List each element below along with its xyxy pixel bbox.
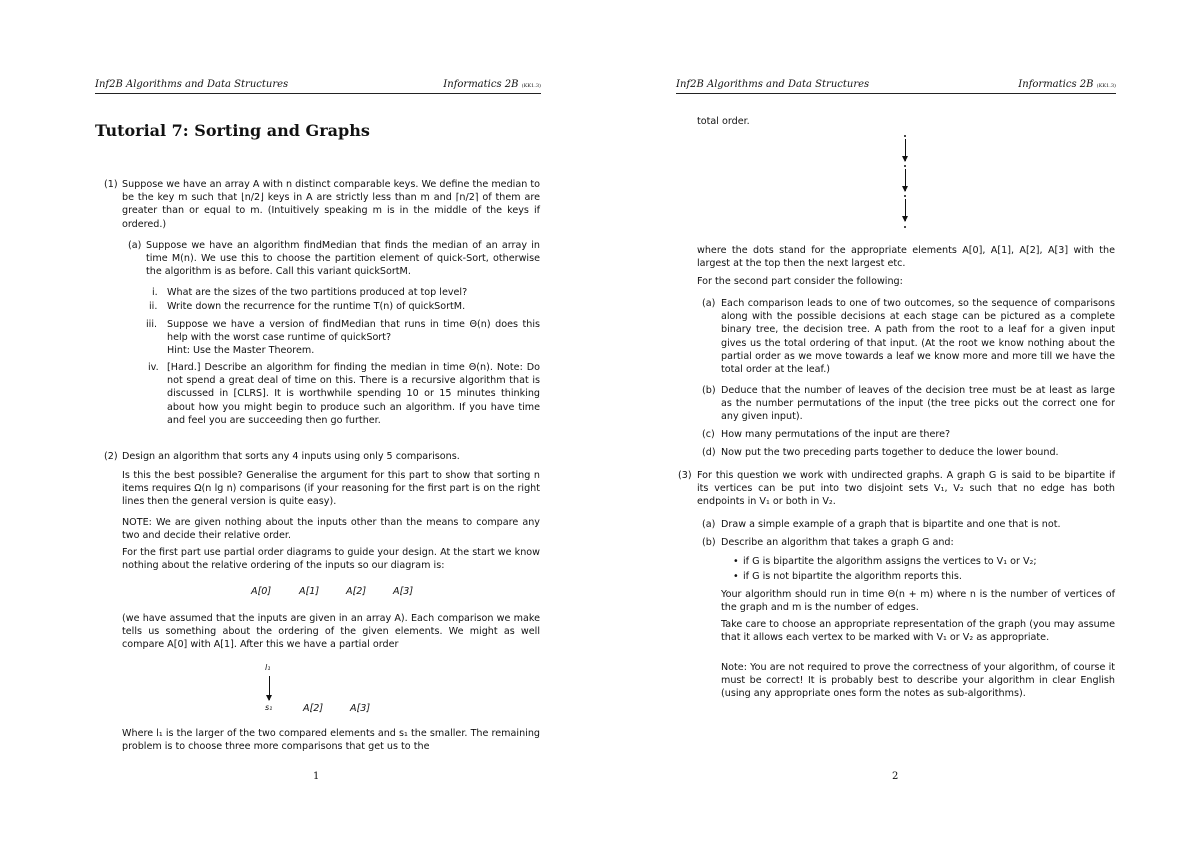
q1a-number: (a)	[128, 240, 142, 251]
q2-number: (2)	[104, 451, 118, 462]
header-subject: Informatics 2B (KK1.3)	[1018, 79, 1116, 90]
bullet-item: if G is not bipartite the algorithm reports this.	[743, 571, 962, 582]
part-a-number: (a)	[702, 298, 716, 309]
q1a-text: Suppose we have an algorithm findMedian that finds the median of an array in time M(n). We use this to choose the partition element of quick-Sort, otherwise the algorithm is as before. Call this variant quickSortM.	[146, 240, 540, 278]
q1a-iii-text: Suppose we have a version of findMedian that runs in time Θ(n) does this help with the worst case runtime of quickSort?	[167, 319, 540, 344]
page-2	[600, 0, 1200, 848]
part-c-text: How many permutations of the input are there?	[721, 429, 951, 440]
diagram-3-arrow	[905, 199, 906, 221]
q3a-text: Draw a simple example of a graph that is bipartite and one that is not.	[721, 519, 1061, 530]
q1-number: (1)	[104, 179, 118, 190]
diagram-3-node	[904, 165, 906, 167]
page-number: 1	[313, 771, 320, 782]
part-b-text: Deduce that the number of leaves of the decision tree must be at least as large as the number permutations of the input (the tree picks out the correct one for any given input).	[721, 385, 1115, 423]
q1a-iii-hint: Hint: Use the Master Theorem.	[167, 345, 315, 356]
bullet-icon: •	[733, 556, 739, 567]
page-header	[95, 79, 541, 94]
page-number: 2	[892, 771, 899, 782]
q3b-paragraph-3: Note: You are not required to prove the correctness of your algorithm, of course it must be correct! It is probably best to describe your algorithm in clear English (using any appropriate ones form the notes as sub-algorithms).	[721, 662, 1115, 700]
header-course: Inf2B Algorithms and Data Structures	[95, 79, 289, 90]
diagram-2-top-node: l₁	[265, 663, 271, 672]
part-d-number: (d)	[702, 447, 716, 458]
header-subject: Informatics 2B (KK1.3)	[443, 79, 541, 90]
q3b-paragraph-2: Take care to choose an appropriate representation of the graph (you may assume that it allows each vertex to be marked with V₁ or V₂ as appropriate.	[721, 619, 1115, 644]
q1a-i-number: i.	[152, 287, 158, 298]
q2-paragraph-5: Where l₁ is the larger of the two compared elements and s₁ the smaller. The remaining problem is to choose three more comparisons that get us to the	[122, 728, 540, 753]
diagram-3-arrow	[905, 139, 906, 161]
q2-text: Design an algorithm that sorts any 4 inputs using only 5 comparisons.	[122, 451, 460, 462]
diagram-3-node	[904, 135, 906, 137]
part-d-text: Now put the two preceding parts together to deduce the lower bound.	[721, 447, 1059, 458]
bullet-item: if G is bipartite the algorithm assigns the vertices to V₁ or V₂;	[743, 556, 1037, 567]
diagram-2-arrow	[269, 676, 270, 700]
diagram-3-node	[904, 226, 906, 228]
part-a-text: Each comparison leads to one of two outcomes, so the sequence of comparisons along with the possible decisions at each stage can be pictured as a complete binary tree, the decision tree. A path from the root to a leaf for a given input gives us the total ordering of that input. (At the root we know nothing about the partial order as we move towards a leaf we know more and more till we have the total order at the leaf.)	[721, 298, 1115, 376]
diagram-3-arrow	[905, 169, 906, 191]
diagram-2-bottom-node: s₁	[265, 703, 273, 712]
q2-note: NOTE: We are given nothing about the inputs other than the means to compare any two and decide their relative order.	[122, 517, 540, 542]
q3-number: (3)	[678, 470, 692, 481]
part-b-number: (b)	[702, 385, 716, 396]
diagram-1-node: A[2]	[346, 586, 367, 597]
q1-text: Suppose we have an array A with n distinct comparable keys. We define the median to be the key m such that ⌊n/2⌋ keys in A are strictly less than m and ⌈n/2⌉ of them are greater than or equal to m. (Intuitively speaking m is in the middle of the keys if ordered.)	[122, 179, 540, 230]
q3b-number: (b)	[702, 537, 716, 548]
second-part-text: For the second part consider the following:	[697, 276, 903, 287]
q1a-i-text: What are the sizes of the two partitions produced at top level?	[167, 287, 468, 298]
q1a-ii-text: Write down the recurrence for the runtime T(n) of quickSortM.	[167, 301, 466, 312]
diagram-1-node: A[3]	[393, 586, 414, 597]
q3-text: For this question we work with undirected graphs. A graph G is said to be bipartite if its vertices can be put into two disjoint sets V₁, V₂ such that no edge has both endpoints in V₁ or both in V₂.	[697, 470, 1115, 508]
q3b-paragraph-1: Your algorithm should run in time Θ(n + m) where n is the number of vertices of the graph and m is the number of edges.	[721, 589, 1115, 614]
continued-text: total order.	[697, 116, 750, 127]
part-c-number: (c)	[702, 429, 715, 440]
diagram-1-node: A[0]	[251, 586, 272, 597]
q1a-iii-number: iii.	[146, 319, 158, 330]
diagram-3-node	[904, 195, 906, 197]
q3b-text: Describe an algorithm that takes a graph G and:	[721, 537, 954, 548]
q3a-number: (a)	[702, 519, 716, 530]
q1a-iv-number: iv.	[148, 362, 159, 373]
q1a-iv-text: [Hard.] Describe an algorithm for finding the median in time Θ(n). Note: Do not spend a great deal of time on this. There is a recursive algorithm that is discussed in [CLRS]. It is worthwhile spending 10 or 15 minutes thinking about how you might begin to produce such an algorithm. If you have time and feel you are succeeding then go further.	[167, 362, 540, 426]
q2-paragraph-1: Is this the best possible? Generalise the argument for this part to show that sorting n items requires Ω(n lg n) comparisons (if your reasoning for the first part is on the right lines then the general version is quite easy).	[122, 470, 540, 508]
page-header	[676, 79, 1116, 94]
page-title: Tutorial 7: Sorting and Graphs	[95, 121, 370, 140]
where-text: where the dots stand for the appropriate elements A[0], A[1], A[2], A[3] with the largest at the top then the next largest etc.	[697, 245, 1115, 270]
q2-paragraph-3: For the first part use partial order diagrams to guide your design. At the start we know nothing about the relative ordering of the inputs so our diagram is:	[122, 547, 540, 572]
q2-paragraph-4: (we have assumed that the inputs are given in an array A). Each comparison we make tells us something about the ordering of the given elements. We might as well compare A[0] with A[1]. After this we have a partial order	[122, 613, 540, 651]
diagram-1-node: A[1]	[299, 586, 320, 597]
bullet-icon: •	[733, 571, 739, 582]
diagram-2-node: A[2]	[303, 703, 324, 714]
diagram-2-node: A[3]	[350, 703, 371, 714]
header-course: Inf2B Algorithms and Data Structures	[676, 79, 870, 90]
q1a-ii-number: ii.	[149, 301, 158, 312]
